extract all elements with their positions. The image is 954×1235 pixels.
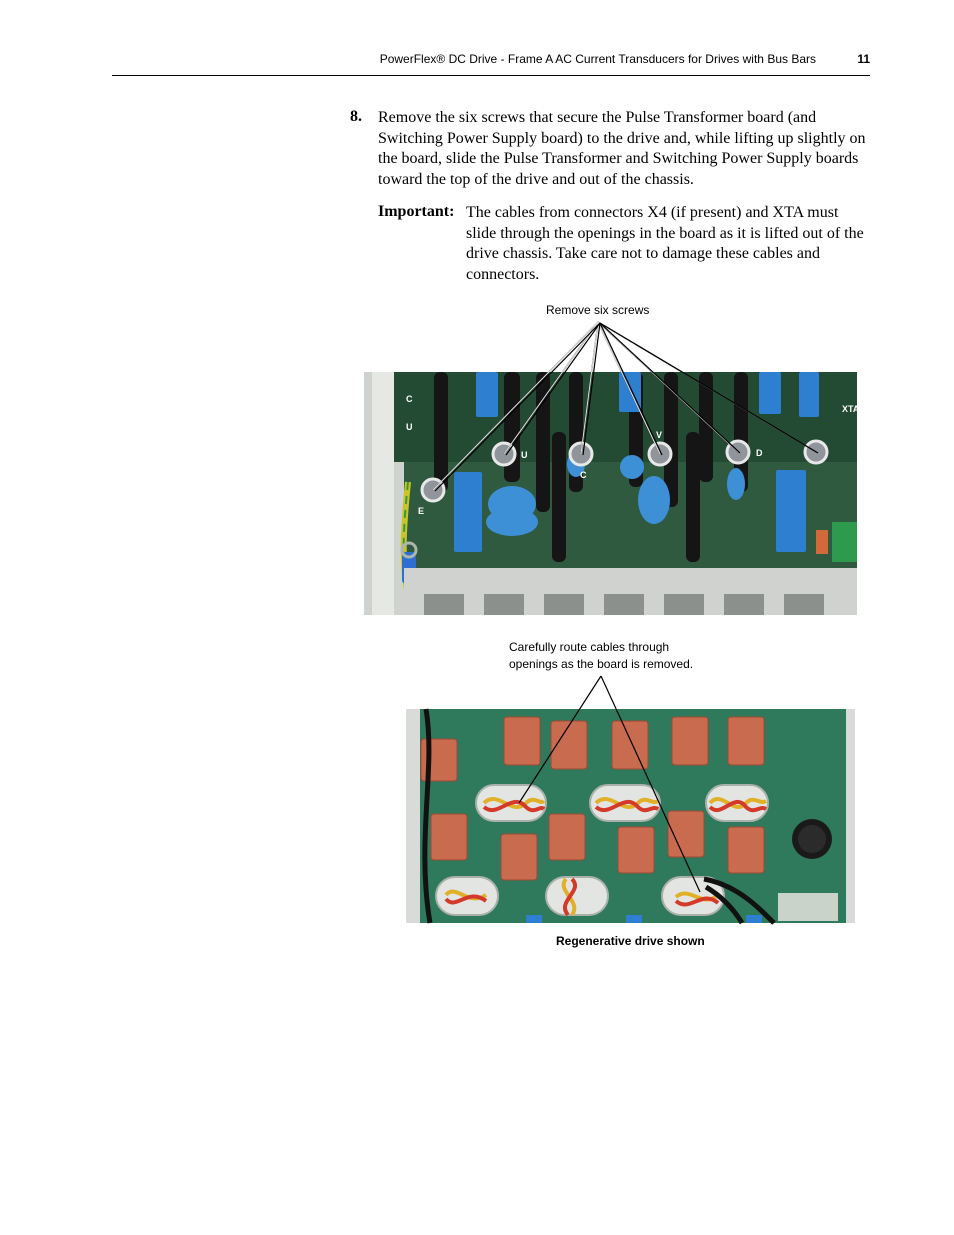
figure-caption: Regenerative drive shown — [556, 934, 705, 948]
cables-callout — [509, 639, 709, 673]
important-label: Important: — [378, 203, 455, 220]
header-rule — [112, 75, 870, 76]
board-label-c1: C — [406, 394, 413, 404]
board-label-u1: U — [406, 422, 413, 432]
board-screws-illustration — [364, 372, 860, 615]
screws-callout: Remove six screws — [546, 303, 650, 317]
important-text: The cables from connectors X4 (if present) and XTA must slide through the openings in the board as it is lifted out of the drive chassis. Take care not to damage these cables and connectors. — [466, 204, 864, 283]
board-label-xta: XTA — [842, 404, 860, 414]
board-label-v: V — [656, 430, 663, 440]
step-text: Remove the six screws that secure the Pulse Transformer board (and Switching Power Supply board) to the drive and, while lifting up slightly on the board, slide the Pulse Transformer and Switching Power Supply boards toward the top of the drive and out of the chassis. — [378, 109, 866, 188]
board-screws-photo — [364, 372, 860, 615]
cables-callout-line2: openings as the board is removed. — [509, 657, 694, 671]
board-label-u2: U — [521, 450, 528, 460]
cables-callout-line1: Carefully route cables through — [509, 640, 670, 654]
cable-openings-photo — [406, 709, 855, 923]
board-label-e: E — [418, 506, 425, 516]
header-title: PowerFlex® DC Drive - Frame A AC Current Transducers for Drives with Bus Bars — [379, 52, 816, 66]
cable-openings-illustration — [406, 709, 855, 923]
step-number: 8. — [350, 108, 362, 125]
page-number: 11 — [857, 52, 870, 66]
board-label-c2: C — [580, 470, 587, 480]
board-label-d: D — [756, 448, 763, 458]
